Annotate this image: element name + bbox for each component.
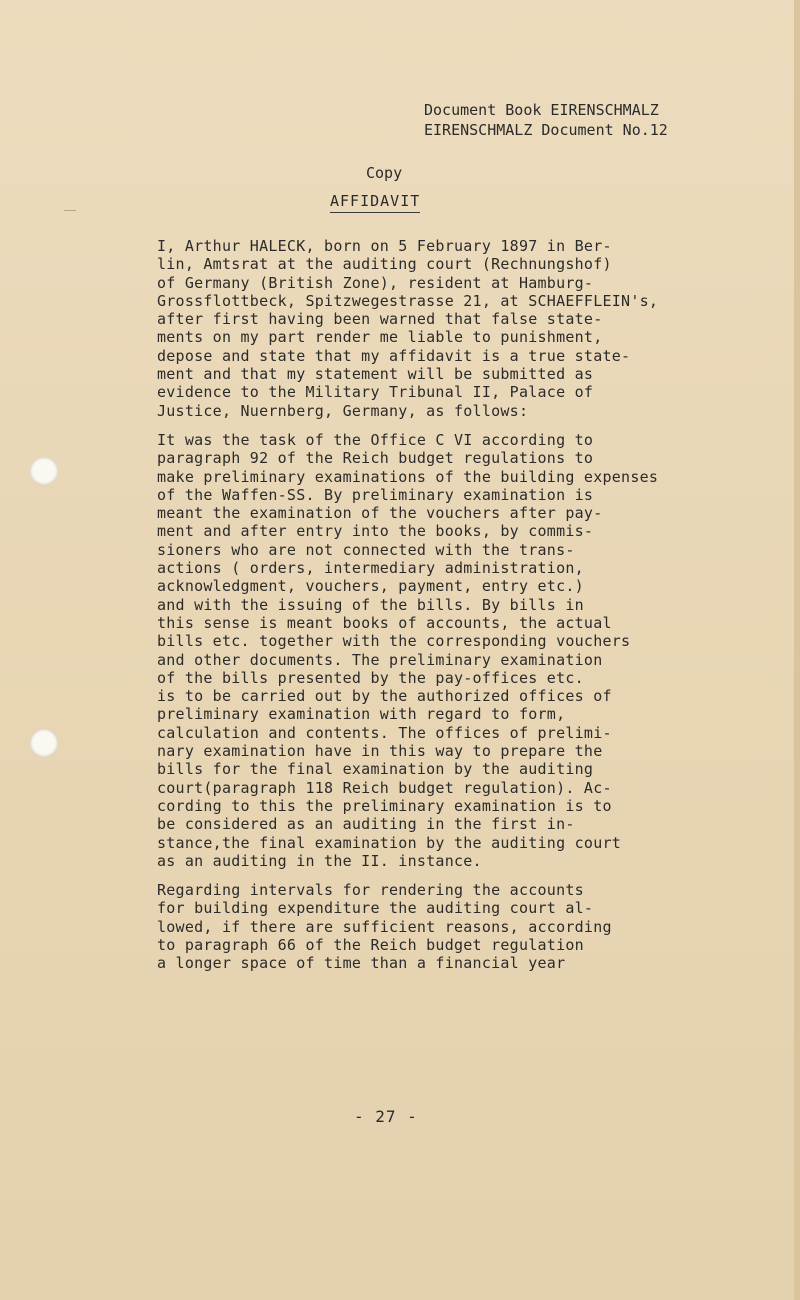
text-line: of Germany (British Zone), resident at Hamburg- [157,273,594,292]
text-line: Grossflottbeck, Spitzwegestrasse 21, at SCHAEFFLEIN's, [157,291,659,310]
text-line: lin, Amtsrat at the auditing court (Rechnungshof) [157,255,612,274]
text-line: and with the issuing of the bills. By bills in [157,595,584,614]
text-line: Regarding intervals for rendering the accounts [157,881,584,900]
text-line: as an auditing in the II. instance. [157,851,482,870]
text-line: ment and that my statement will be submitted as [157,365,594,384]
text-line: depose and state that my affidavit is a true state- [157,346,631,365]
text-line: is to be carried out by the authorized offices of [157,687,612,706]
text-line: bills for the final examination by the auditing [157,760,594,779]
paragraph-1 [157,237,767,420]
text-line: It was the task of the Office C VI according to [157,430,594,449]
text-line: after first having been warned that false state- [157,310,603,329]
paragraph-2 [157,431,767,870]
punch-hole-top [30,457,58,485]
text-line: ment and after entry into the books, by commis- [157,522,594,541]
copy-label: Copy [366,164,403,182]
page-number: - 27 - [354,1107,418,1126]
text-line: to paragraph 66 of the Reich budget regulation [157,935,584,954]
text-line: court(paragraph 118 Reich budget regulation). Ac- [157,778,612,797]
text-line: and other documents. The preliminary examination [157,650,603,669]
reference-line-2: EIRENSCHMALZ Document No.12 [424,121,668,139]
text-line: cording to this the preliminary examination is to [157,796,612,815]
text-line: paragraph 92 of the Reich budget regulations to [157,449,594,468]
reference-line-1: Document Book EIRENSCHMALZ [424,101,659,119]
paragraph-3 [157,881,767,972]
text-line: of the bills presented by the pay-offices etc. [157,668,584,687]
document-title: AFFIDAVIT [330,191,420,213]
punch-hole-bottom [30,729,58,757]
margin-mark [64,210,76,211]
text-line: a longer space of time than a financial year [157,954,566,973]
text-line: of the Waffen-SS. By preliminary examination is [157,485,594,504]
text-line: for building expenditure the auditing court al- [157,899,594,918]
text-line: stance,the final examination by the auditing court [157,833,622,852]
text-line: calculation and contents. The offices of prelimi- [157,723,612,742]
text-line: make preliminary examinations of the building expenses [157,467,659,486]
document-reference [424,100,784,140]
text-line: lowed, if there are sufficient reasons, according [157,917,612,936]
text-line: Justice, Nuernberg, Germany, as follows: [157,401,529,420]
text-line: be considered as an auditing in the first in- [157,815,575,834]
text-line: meant the examination of the vouchers after pay- [157,504,603,523]
document-body [157,237,767,984]
text-line: nary examination have in this way to prepare the [157,742,603,761]
text-line: ments on my part render me liable to punishment, [157,328,603,347]
paper-edge [794,0,800,1300]
text-line: I, Arthur HALECK, born on 5 February 1897 in Ber- [157,237,612,255]
text-line: acknowledgment, vouchers, payment, entry etc.) [157,577,584,596]
text-line: evidence to the Military Tribunal II, Palace of [157,383,594,402]
text-line: bills etc. together with the corresponding vouchers [157,632,631,651]
text-line: preliminary examination with regard to form, [157,705,566,724]
text-line: sioners who are not connected with the trans- [157,540,575,559]
text-line: actions ( orders, intermediary administration, [157,559,584,578]
text-line: this sense is meant books of accounts, the actual [157,613,612,632]
